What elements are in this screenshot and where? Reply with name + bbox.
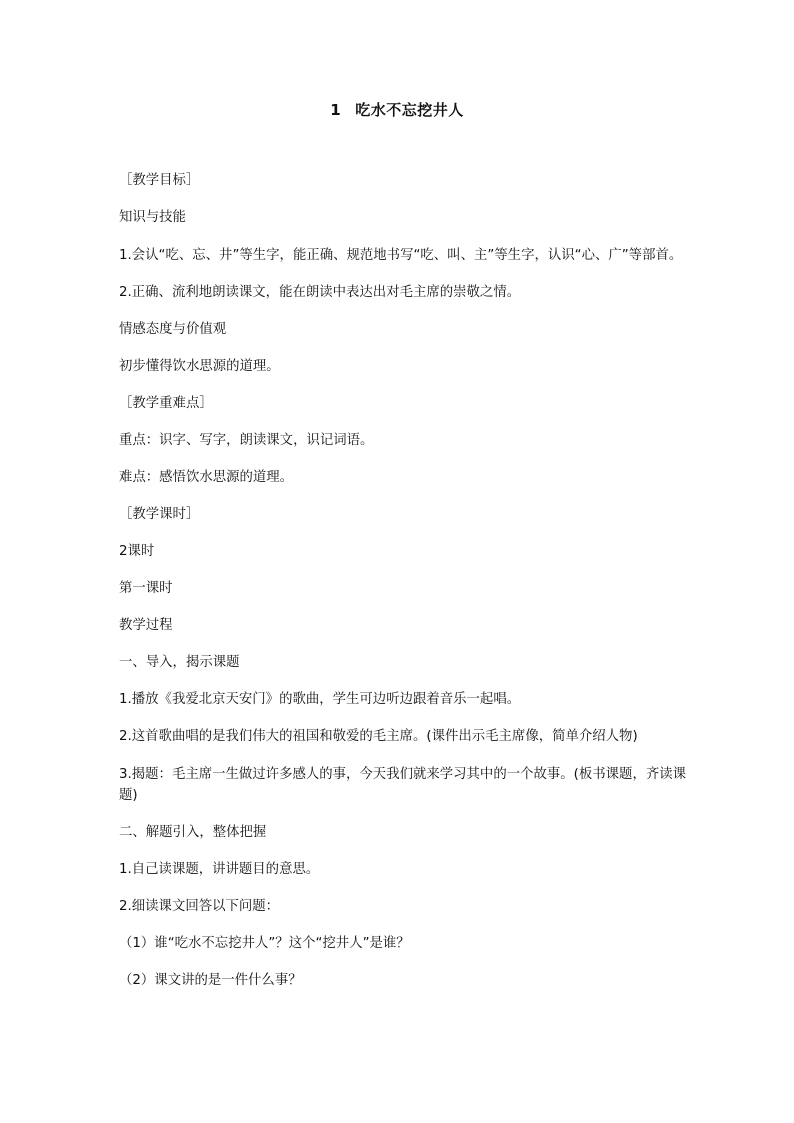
lesson-title: 吃水不忘挖井人 xyxy=(355,101,464,119)
section-heading-class-hours: ［教学课时］ xyxy=(119,507,200,522)
step-2-item-2: 2.细读课文回答以下问题： xyxy=(119,899,280,914)
page-title xyxy=(0,99,794,120)
subheading-knowledge-skills: 知识与技能 xyxy=(119,210,186,225)
step-1-item-1: 1.播放《我爱北京天安门》的歌曲，学生可边听边跟着音乐一起唱。 xyxy=(119,692,521,707)
step-1-item-2: 2.这首歌曲唱的是我们伟大的祖国和敬爱的毛主席。(课件出示毛主席像，简单介绍人物) xyxy=(119,729,638,744)
step-1-item-3: 3.揭题：毛主席一生做过许多感人的事，今天我们就来学习其中的一个故事。(板书课题，齐读课题) xyxy=(119,767,687,803)
lesson-number: 1 xyxy=(330,101,342,119)
objective-item-1: 1.会认“吃、忘、井”等生字，能正确、规范地书写“吃、叫、主”等生字，认识“心、广”等部首。 xyxy=(119,248,683,263)
section-heading-objectives: ［教学目标］ xyxy=(119,173,200,188)
value-item: 初步懂得饮水思源的道理。 xyxy=(119,359,280,374)
step-1-heading: 一、导入，揭示课题 xyxy=(119,655,240,670)
subheading-emotion-values: 情感态度与价值观 xyxy=(119,322,227,337)
key-point: 重点：识字、写字，朗读课文，识记词语。 xyxy=(119,433,374,448)
section-heading-key-points: ［教学重难点］ xyxy=(119,396,213,411)
teaching-process-heading: 教学过程 xyxy=(119,618,173,633)
difficult-point: 难点：感悟饮水思源的道理。 xyxy=(119,470,294,485)
document-body xyxy=(119,171,699,1008)
step-2-item-1: 1.自己读课题，讲讲题目的意思。 xyxy=(119,862,320,877)
class-hours-value: 2课时 xyxy=(119,544,155,559)
step-2-heading: 二、解题引入，整体把握 xyxy=(119,825,267,840)
objective-item-2: 2.正确、流利地朗读课文，能在朗读中表达出对毛主席的崇敬之情。 xyxy=(119,285,521,300)
first-lesson-heading: 第一课时 xyxy=(119,581,173,596)
question-1: （1）谁“吃水不忘挖井人”？这个“挖井人”是谁？ xyxy=(119,936,410,951)
question-2: （2）课文讲的是一件什么事？ xyxy=(119,973,302,988)
